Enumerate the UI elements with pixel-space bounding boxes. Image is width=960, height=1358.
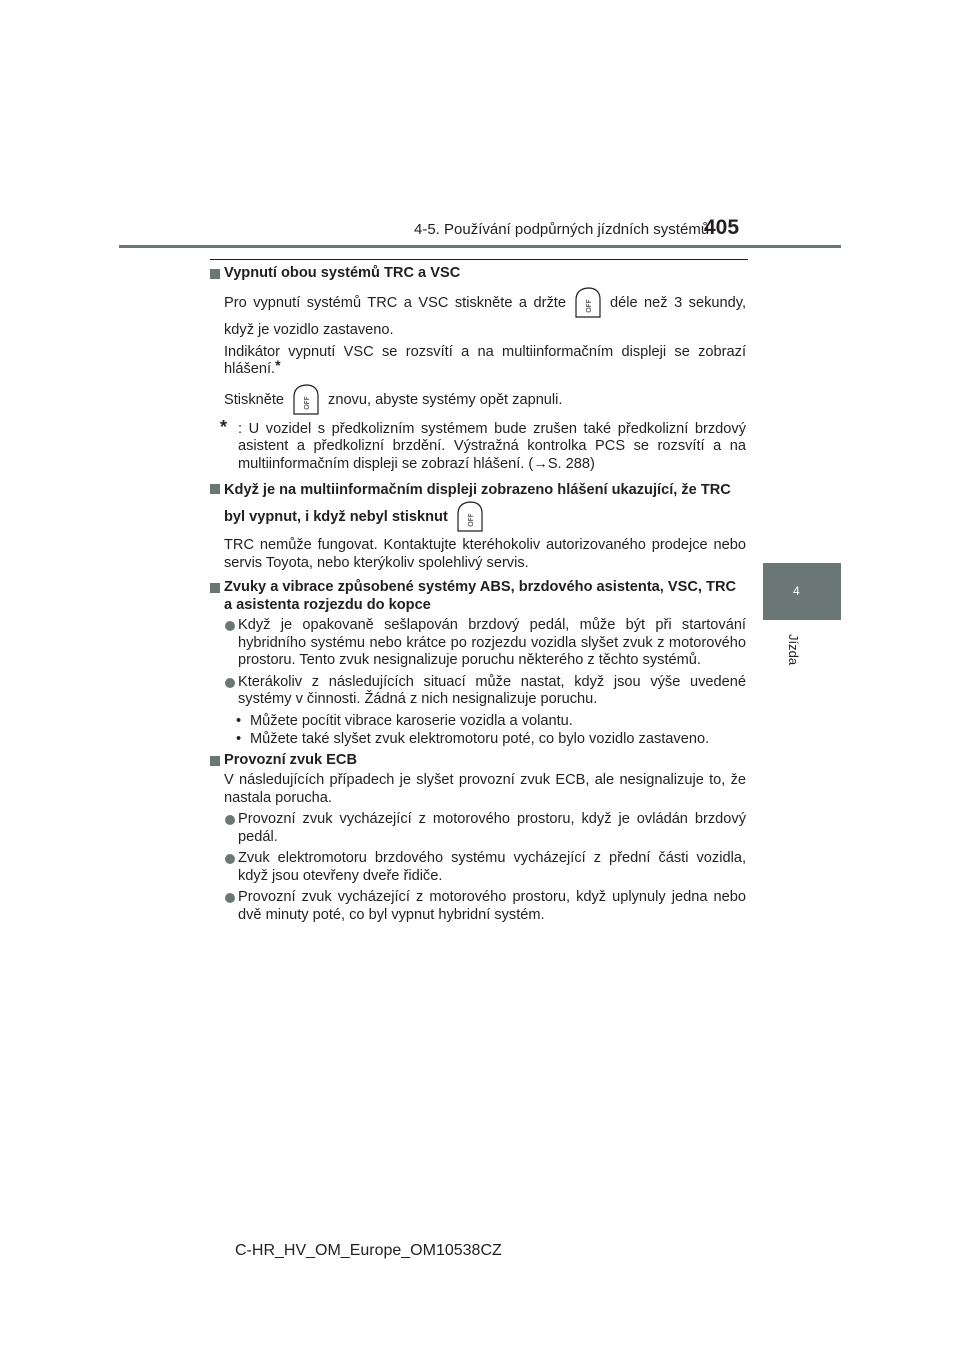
text: déle než 3 sekundy, když je vozidlo zastaveno. <box>224 294 746 338</box>
page-content <box>210 265 746 928</box>
square-bullet-icon <box>210 484 220 494</box>
text: Kterákoliv z následujících situací může nastat, když jsou výše uvedené systémy v činnosti. Žádná z nich nesignalizuje poruchu. <box>238 673 746 707</box>
footnote <box>220 416 746 474</box>
text: Můžete také slyšet zvuk elektromotoru poté, co bylo vozidlo zastaveno. <box>250 731 710 747</box>
text: Provozní zvuk vycházející z motorového prostoru, když uplynuly jedna nebo dvě minuty poté, co byl vypnut hybridní systém. <box>238 889 746 923</box>
page-number: 405 <box>704 216 740 239</box>
paragraph <box>224 344 746 379</box>
vsc-off-button-icon <box>454 500 486 534</box>
text: Zvuk elektromotoru brzdového systému vycházející z přední části vozidla, když jsou otevřeny dveře řidiče. <box>238 850 746 884</box>
text: Pro vypnutí systémů TRC a VSC stiskněte a držte <box>224 294 566 311</box>
text: Indikátor vypnutí VSC se rozsvítí a na multiinformačním displeji se zobrazí hlášení. <box>224 343 746 377</box>
paragraph: TRC nemůže fungovat. Kontaktujte kteréhokoliv autorizovaného prodejce nebo servis Toyota, nebo kterýkoliv spolehlivý servis. <box>224 537 746 571</box>
chapter-side-label: Jízda <box>786 634 801 666</box>
footnote-marker: * <box>275 357 281 373</box>
vsc-off-button-icon <box>290 383 322 417</box>
document-id: C-HR_HV_OM_Europe_OM10538CZ <box>235 1242 502 1259</box>
section-title: Zvuky a vibrace způsobené systémy ABS, brzdového asistenta, VSC, TRC a asistenta rozjezdu do kopce <box>224 579 737 613</box>
text: znovu, abyste systémy opět zapnuli. <box>328 391 563 408</box>
sub-list-item <box>224 713 746 731</box>
section-trc-vsc-off <box>210 265 746 473</box>
list-item <box>224 850 746 885</box>
square-bullet-icon <box>210 583 220 593</box>
round-bullet-icon <box>225 815 235 825</box>
round-bullet-icon <box>225 621 235 631</box>
text: Můžete pocítit vibrace karoserie vozidla a volantu. <box>250 712 573 729</box>
section-title: Provozní zvuk ECB <box>224 751 357 768</box>
list-item <box>224 617 746 670</box>
bullet-mark: • <box>236 731 242 747</box>
text: Provozní zvuk vycházející z motorového prostoru, když je ovládán brzdový pedál. <box>238 811 746 845</box>
list-item <box>224 674 746 709</box>
round-bullet-icon <box>225 893 235 903</box>
chapter-heading: 4-5. Používání podpůrných jízdních systémů <box>414 221 710 238</box>
round-bullet-icon <box>225 678 235 688</box>
svg-text:OFF: OFF <box>466 513 475 527</box>
chapter-tab <box>763 563 841 620</box>
chapter-number: 4 <box>793 584 800 598</box>
text: : U vozidel s předkolizním systémem bude zrušen také předkolizní brzdový asistent a předkolizní brzdění. Výstražná kontrolka PCS se rozsvítí a na multiinformačním displeji se zobrazí hlášení. (→S. 288) <box>238 420 746 472</box>
paragraph <box>224 383 746 417</box>
paragraph <box>224 286 746 340</box>
square-bullet-icon <box>210 756 220 766</box>
section-trc-off-message <box>210 480 746 572</box>
content-top-rule <box>210 259 748 260</box>
text: Když je na multiinformačním displeji zobrazeno hlášení ukazující, že TRC byl vypnut, i když nebyl stisknut <box>224 482 731 525</box>
text: Stiskněte <box>224 391 285 408</box>
section-title: Vypnutí obou systémů TRC a VSC <box>224 265 461 281</box>
section-sounds-vibrations <box>210 579 746 749</box>
svg-text:OFF: OFF <box>303 395 312 410</box>
bullet-mark: • <box>236 712 242 729</box>
sub-list-item <box>224 731 746 749</box>
header-rule <box>119 245 841 248</box>
paragraph: V následujících případech je slyšet provozní zvuk ECB, ale nesignalizuje to, že nastala porucha. <box>224 772 746 806</box>
square-bullet-icon <box>210 269 220 279</box>
footnote-marker: * <box>220 416 228 437</box>
vsc-off-button-icon <box>572 286 604 320</box>
section-ecb-sound <box>210 752 746 925</box>
list-item <box>224 811 746 846</box>
list-item <box>224 889 746 924</box>
section-title <box>224 480 746 534</box>
round-bullet-icon <box>225 854 235 864</box>
svg-text:OFF: OFF <box>584 298 593 313</box>
text: Když je opakovaně sešlapován brzdový pedál, může být při startování hybridního systému nebo krátce po rozjezdu vozidla slyšet zvuk z motorového prostoru. Tento zvuk nesignalizuje poruchu některého z těchto systémů. <box>238 617 746 668</box>
